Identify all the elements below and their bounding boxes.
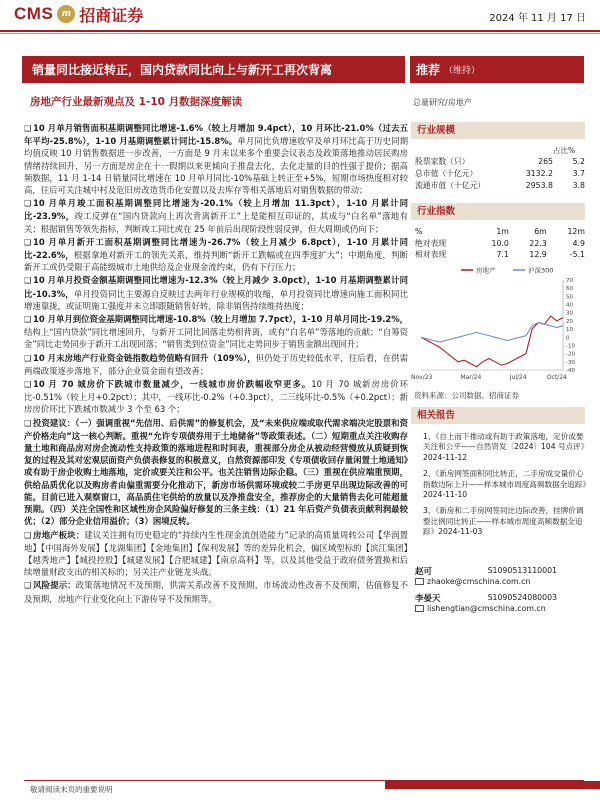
y-tick-label: 40 (566, 302, 573, 309)
analyst-name: 李晏天 (415, 593, 441, 604)
report-title-bar (22, 56, 405, 83)
y-tick-label: 60 (566, 286, 573, 293)
paragraph-text: 10 月 70 城新房房价环比-0.51%（较上月+0.2pct）；其中，一线环比-0.2%（+0.3pct），二三线环比-0.5%（+0.2pct）；新房房价环比下跌城市数减少 3 个至 63 个； (24, 379, 409, 415)
index-value: 4.9 (572, 238, 585, 248)
paragraph-highlight: 10 月 70 城房价下跌城市数量减少，一线城市房价跌幅收窄更多。 (33, 379, 312, 390)
legend-label: 房地产 (476, 266, 496, 275)
body-paragraph (24, 529, 408, 579)
index-header-cell: 6m (534, 227, 547, 237)
report-body (24, 122, 408, 606)
paragraph-highlight: 10 月单月销售面积基期调整同比增速-1.6%（较上月增加 9.4pct），10 月环比-21.0%（过去五年平均-25.8%），1-10 月基期调整累计同比-15.8%。 (24, 123, 408, 147)
scale-unit-label: 占比% (553, 146, 576, 155)
analyst-spacer (415, 614, 587, 619)
x-tick-label: Nov/23 (411, 374, 433, 381)
index-value: -5.1 (569, 250, 585, 260)
paragraph-text: 单月同比负增速收窄及单月环比高于历史同期均值反映 10 月销售数据进一步改善，一方面是 9 月末以来多个重要会议表态及政策落地推动居民购房情绪持续回升，另一方面是房企在十一假期以来更倾向于推盘去化，去化走量的目的性强于提价；据高频数据，11 月 1-14 日销量同比增速在 10 月单月同比-10%基础上转正至+5%，短期市场热度相对较高，往后可关注城中村及危旧房改造货币化安置以及去库存等相关落地后对销售数据的带动； (24, 136, 408, 196)
paragraph-highlight: 10 月单月投资金额基期调整同比增速为-12.3%（较上月减少 3.0pct），1-10 月基期调整累计同比-10.3%， (24, 275, 408, 299)
x-tick-label: Jul/24 (509, 374, 527, 381)
related-reports-list (415, 432, 587, 544)
bullet-icon: ❑ (24, 530, 32, 540)
paragraph-highlight: 10 月末房地产行业资金链指数趋势值略有回升（109%）， (33, 352, 256, 363)
section-industry-index: 行业指数 (411, 203, 585, 220)
analyst-email-row (415, 576, 587, 587)
paragraph-text: 建议关注拥有历史稳定的“持续内生性现金流创造能力”记录的高质量周转公司【华润置地】【中国海外发展】【龙湖集团】【金地集团】【保利发展】等的差异化机会，偏区域型标的【滨江集团】【越秀地产】【城投控股】【城建发展】【合肥城建】【南京高科】等，以及其他受益于政府债务置换和后续增量财政支出的相关标的；另关注产业链龙头战。 (24, 529, 408, 578)
chart-source: 资料来源：公司数据、招商证券 (414, 391, 519, 400)
bullet-icon: ❑ (24, 581, 32, 591)
report-subtitle: 房地产行业最新观点及 1-10 月数据深度解读 (30, 96, 243, 108)
related-report-item: 2、《新房网签面积同比转正，二手房成交量价心指数边际上升——样本城市周度高频数据全追踪》2024-11-10 (423, 469, 587, 500)
x-tick-label: Oct/24 (546, 374, 567, 381)
y-tick-label: 30 (566, 310, 573, 317)
scale-label: 总市值（十亿元） (415, 168, 478, 178)
bullet-icon: ❑ (24, 315, 32, 325)
y-tick-label: 10 (566, 327, 573, 334)
scale-value: 2953.8 (525, 180, 553, 190)
analyst-email: lishengtian@cmschina.com.cn (427, 604, 546, 613)
series-line (421, 323, 563, 343)
report-date: 2024 年 11 月 17 日 (489, 13, 586, 24)
paragraph-text: 根据拿地对新开工的领先关系，维持判断“新开工跌幅或在四季度扩大”；中期角度，判断新开工或仍受限于高能级城市土地供给及企业现金流约束，仍有下行压力； (24, 250, 408, 273)
paragraph-highlight: 风险提示： (33, 580, 76, 591)
bullet-icon: ❑ (24, 380, 32, 390)
index-header-row (415, 226, 585, 238)
footer-disclaimer: 敬请阅读末页的重要说明 (30, 785, 113, 794)
bullet-icon: ❑ (24, 237, 32, 247)
analyst-row (415, 565, 587, 576)
section-related-reports: 相关报告 (411, 407, 585, 424)
y-tick-label: -40 (566, 368, 575, 374)
analyst-row (415, 592, 587, 603)
company-logo (14, 3, 143, 25)
body-paragraph (24, 579, 408, 604)
y-tick-label: 70 (566, 278, 573, 284)
scale-row (415, 179, 585, 191)
paragraph-highlight: 10 月单月到位资金基期调整同比增速-10.8%（较上月增加 7.7pct），1-10 月单月同比-19.2%， (33, 314, 408, 325)
report-category: 总量研究/房地产 (413, 98, 472, 107)
section-industry-scale: 行业规模 (411, 122, 585, 139)
report-title: 销量同比接近转正，国内贷款同比向上与新开工再次背离 (32, 63, 333, 77)
industry-scale-table (415, 155, 585, 191)
analyst-name: 赵可 (415, 566, 433, 577)
paragraph-text: 但仍处于历史较低水平，往后看，在供需两端政策逐步落地下，部分企业资金面有望改善； (24, 352, 409, 376)
analyst-cert-id: S1090513110001 (487, 566, 557, 575)
paragraph-highlight: 10 月单月竣工面积基期调整同比增速为-20.1%（较上月增加 11.3pct），1-10 月累计同比-23.9%， (24, 198, 408, 222)
y-tick-label: 50 (566, 294, 573, 301)
scale-pct: 3.8 (572, 180, 585, 190)
body-paragraph (24, 122, 408, 196)
industry-index-table (415, 226, 585, 261)
analysts-block (415, 565, 587, 619)
index-row (415, 238, 585, 250)
scale-value: 265 (538, 156, 553, 166)
y-tick-label: -20 (566, 351, 575, 358)
scale-pct: 3.7 (572, 168, 585, 178)
y-tick-label: -10 (566, 343, 575, 350)
bullet-icon: ❑ (24, 353, 32, 363)
bullet-icon: ❑ (24, 276, 32, 286)
body-paragraph (24, 274, 408, 312)
index-row (415, 249, 585, 261)
paragraph-text: 竣工反弹在“国内贷款向上再次背离新开工”上是能相互印证的，其成与“白名单”落地有关；根据销售等领先指标，判断竣工同比或在 25 年前后出现阶段性弱反弹，但大周期或仍向下； (24, 211, 409, 234)
x-tick-label: Mar/24 (460, 374, 482, 381)
bullet-icon: ❑ (24, 124, 32, 133)
industry-index-chart (411, 262, 587, 387)
scale-label: 股票家数（只） (415, 156, 470, 166)
paragraph-highlight: 房地产板块： (33, 529, 85, 540)
body-paragraph (24, 197, 408, 235)
index-value: 22.3 (529, 238, 547, 248)
related-report-item: 3、《新房和二手房网签同比边际改善，挂牌价调整比例同比转正——样本城市周度高频数据全追踪》2024-11-03 (423, 506, 584, 537)
paragraph-highlight: 10 月单月新开工面积基期调整同比增速为-26.7%（较上月减少 6.8pct），1-10 月累计同比-22.6%， (24, 236, 408, 261)
analyst-cert-id: S1090524080003 (487, 593, 557, 602)
y-tick-label: 20 (566, 318, 573, 325)
rating-sub: （维持） (444, 66, 481, 76)
index-label: 绝对表现 (415, 238, 447, 248)
paragraph-text: 结构上“国内贷款”同比增速回升，与新开工同比回落走势相背离，或有“白名单”等落地的贡献；“自筹资金”同比走势同步于新开工出现回落；“销售类到位资金”同比走势同步于销售金额出现回升； (24, 327, 408, 350)
footer-bar (385, 781, 600, 789)
body-paragraph (24, 417, 408, 528)
mail-icon (415, 605, 424, 612)
bullet-icon: ❑ (24, 199, 32, 209)
scale-value: 3132.2 (525, 168, 553, 178)
rating-bar (410, 56, 584, 83)
mail-icon (415, 578, 424, 585)
header-divider (0, 30, 600, 32)
paragraph-highlight: 投资建议：（一）强调重视“先信用、后供需”的修复机会，及“未来供应端或取代需求端决定股票和资产价格走向”这一核心判断。重视“允许专项债券用于土地储备”等政策表述。（二）短期重点关注收购存量土地和商品房对房企流动性支持政策的落地进程和时间表，重视部分房企从被动经营慢放从质疑到恢复的过程及其对宏观层面资产负债表修复的积极意义，自然资源部印发《专项债收回存量闲置土地通知》或有助于房企收购土地落地，定价或要关注和公平。也关注销售边际企稳。（三）重视在供应端重预期，供给品质优化以及购房者由偏重需要分化推动下，新房市场供需环境或较二手房更早出现边际改善的可能。目前已进入观察窗口，高品质住宅供给的放量以及净推盘安全，推荐房企的大量销售去化可能超量预期。（四）关注全国性和区域性房企风险偏好修复的三条主线：（1）21 年后资产负债表贡献利润最较优；（2）部分企业信用溢价；（3）困境反转。 (24, 417, 408, 527)
index-value: 12.9 (529, 250, 547, 260)
logo-cn-text: 招商证券 (79, 5, 144, 25)
index-value: 7.1 (496, 250, 509, 260)
logo-badge-icon: m (57, 5, 75, 23)
index-header-cell: 1m (496, 227, 509, 237)
body-paragraph (24, 313, 408, 351)
body-paragraph (24, 378, 408, 416)
index-value: 10.0 (491, 238, 509, 248)
body-paragraph (24, 236, 408, 274)
index-header-cell: 12m (567, 227, 585, 237)
header-divider-gold (0, 33, 600, 34)
index-header-cell: % (415, 227, 423, 237)
paragraph-text: 政策落地情况不及预期，供需关系改善不及预期，市场流动性改善不及预期，估值修复不及预期，房地产行业变化向上下游传导不及预期等。 (24, 580, 409, 604)
rating-label: 推荐 (416, 63, 441, 77)
body-paragraph (24, 352, 408, 377)
bullet-icon: ❑ (24, 418, 32, 428)
legend-label: 沪深300 (528, 266, 554, 275)
scale-row (415, 155, 585, 167)
related-report-item: 1、《自上而下推动或有助于政策落地，定价或要关注和公平——自然资发〔2024〕104 号点评》2024-11-12 (423, 432, 585, 462)
paragraph-text: 单月投资同比主要源自反映过去两年行业规模的收缩，单月投资同比增速向施工面积同比增速靠拢，或证明施工强度并未立即跟随销售好转，除非销售持续维持热度； (24, 288, 408, 311)
scale-label: 流通市值（十亿元） (415, 180, 486, 190)
analyst-email-row (415, 603, 587, 614)
scale-row (415, 167, 585, 179)
analyst-email: zhaoke@cmschina.com.cn (427, 577, 531, 586)
scale-pct: 5.2 (572, 156, 585, 166)
logo-cms-text: CMS (14, 4, 54, 23)
index-label: 相对表现 (415, 250, 447, 260)
y-tick-label: -30 (566, 359, 575, 366)
y-tick-label: 0 (566, 335, 570, 342)
